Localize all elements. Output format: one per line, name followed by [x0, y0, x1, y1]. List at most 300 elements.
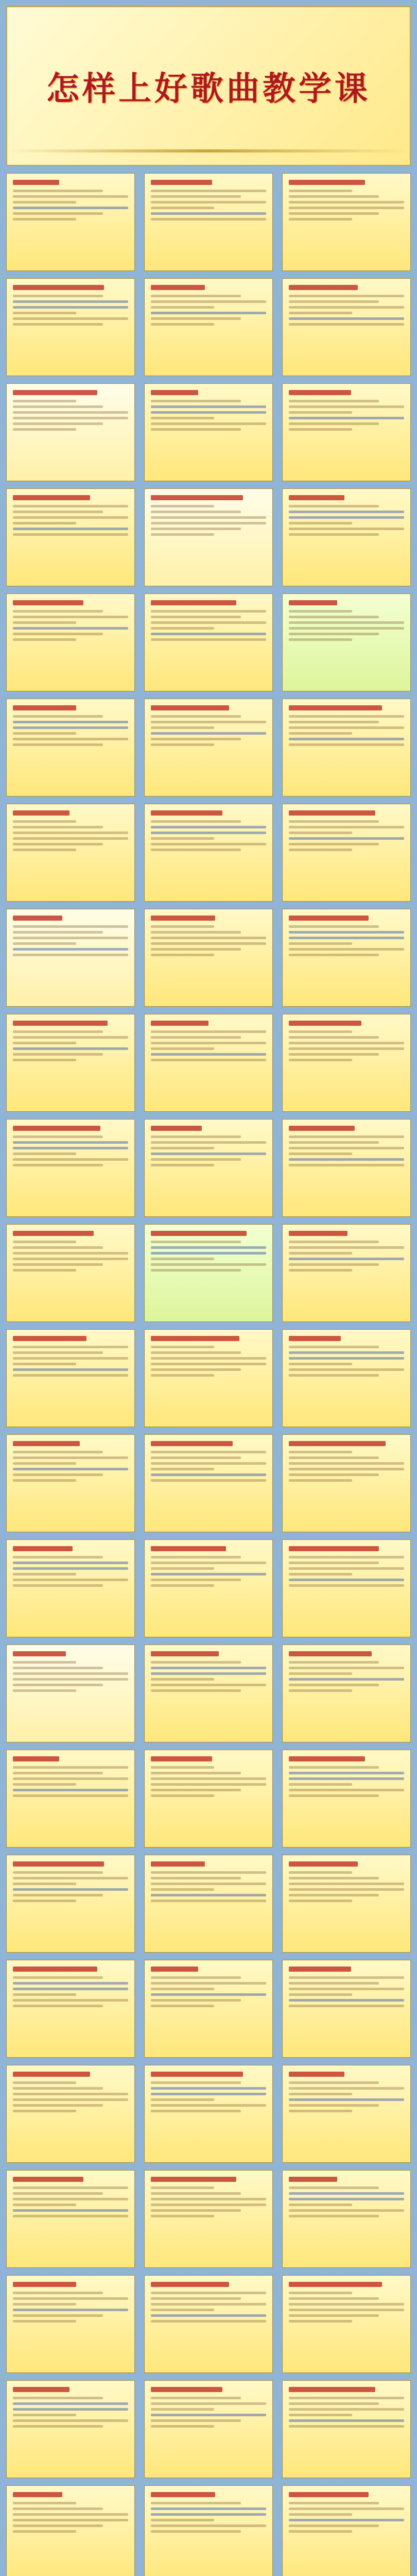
- slide-text-line: [13, 1993, 76, 1996]
- slide-text-line: [13, 2414, 76, 2416]
- slide-heading-bar: [289, 1756, 365, 1761]
- slide-heading-bar: [13, 1336, 86, 1341]
- slide-text-line: [13, 1053, 103, 1056]
- slide-text-line: [151, 1993, 266, 1996]
- slide-text-line: [13, 1562, 128, 1564]
- slide-text-line: [13, 201, 76, 204]
- slide-thumbnail: [144, 1014, 273, 1112]
- slide-heading-bar: [13, 1756, 59, 1761]
- slide-text-line: [151, 400, 241, 402]
- slide-text-line: [13, 1988, 128, 1990]
- slide-text-line: [13, 1556, 103, 1558]
- slide-text-line: [13, 1894, 103, 1896]
- slide-text-line: [151, 726, 214, 729]
- slide-thumbnail: [6, 2380, 135, 2478]
- slide-text-line: [289, 627, 404, 630]
- slide-text-line: [13, 2292, 103, 2294]
- slide-text-line: [13, 1462, 76, 1465]
- slide-text-line: [151, 195, 241, 198]
- slide-thumbnail: [144, 383, 273, 481]
- slide-heading-bar: [13, 390, 97, 395]
- slide-text-line: [289, 1053, 379, 1056]
- slide-text-line: [13, 633, 103, 635]
- slide-heading-bar: [13, 1126, 100, 1131]
- slide-text-line: [151, 201, 266, 204]
- slide-text-line: [289, 2402, 379, 2405]
- slide-text-line: [151, 2530, 241, 2533]
- slide-text-line: [151, 1900, 266, 1902]
- slide-text-line: [13, 1269, 76, 1272]
- slide-heading-bar: [289, 1441, 386, 1446]
- slide-heading-bar: [151, 390, 198, 395]
- slide-text-line: [13, 931, 103, 934]
- slide-text-line: [13, 627, 128, 630]
- slide-text-line: [13, 1783, 76, 1786]
- slide-text-line: [151, 2303, 266, 2306]
- slide-text-line: [289, 820, 379, 823]
- slide-thumbnail: [144, 1645, 273, 1742]
- slide-text-line: [13, 2530, 76, 2533]
- slide-heading-bar: [151, 705, 229, 710]
- slide-text-line: [151, 2320, 266, 2323]
- slide-text-line: [289, 2397, 404, 2399]
- slide-text-line: [13, 1567, 128, 1570]
- slide-text-line: [151, 732, 266, 735]
- slide-text-line: [289, 1368, 404, 1371]
- slide-text-line: [13, 1689, 76, 1692]
- slide-text-line: [289, 2204, 352, 2206]
- slide-text-line: [289, 610, 352, 613]
- slide-heading-bar: [13, 1967, 97, 1972]
- slide-text-line: [151, 931, 241, 934]
- slide-text-line: [13, 528, 128, 530]
- slide-text-line: [289, 516, 404, 519]
- slide-text-line: [289, 2104, 379, 2107]
- slide-text-line: [151, 1982, 266, 1985]
- slide-text-line: [289, 190, 352, 192]
- slide-text-line: [151, 1346, 214, 1348]
- slide-text-line: [289, 2314, 379, 2317]
- slide-text-line: [151, 826, 266, 828]
- slide-text-line: [13, 849, 76, 851]
- slide-text-line: [151, 516, 266, 519]
- slide-heading-bar: [13, 2492, 62, 2497]
- slide-text-line: [13, 1479, 76, 1482]
- slide-heading-bar: [13, 495, 90, 500]
- slide-text-line: [13, 1877, 128, 1879]
- slide-text-line: [151, 2192, 241, 2195]
- slide-text-line: [289, 1988, 404, 1990]
- slide-text-line: [151, 411, 266, 414]
- slide-text-line: [13, 417, 128, 419]
- slide-heading-bar: [289, 285, 358, 290]
- slide-thumbnail: [282, 2485, 411, 2576]
- slide-text-line: [151, 2402, 266, 2405]
- slide-heading-bar: [151, 180, 212, 185]
- slide-heading-bar: [13, 1546, 73, 1551]
- slide-text-line: [289, 2519, 404, 2521]
- slide-text-line: [13, 1158, 128, 1161]
- slide-text-line: [289, 1269, 352, 1272]
- slide-heading-bar: [13, 2177, 83, 2182]
- slide-heading-bar: [151, 1441, 233, 1446]
- slide-text-line: [13, 2093, 128, 2095]
- slide-text-line: [289, 295, 404, 297]
- slide-text-line: [13, 2098, 128, 2101]
- slide-heading-bar: [13, 600, 83, 605]
- slide-heading-bar: [151, 810, 222, 816]
- slide-heading-bar: [151, 1756, 212, 1761]
- slide-text-line: [151, 954, 214, 956]
- slide-text-line: [13, 1263, 103, 1266]
- slide-text-line: [289, 1883, 404, 1885]
- slide-heading-bar: [151, 1651, 219, 1656]
- slide-text-line: [13, 732, 76, 735]
- slide-thumbnail: [144, 1119, 273, 1217]
- slide-text-line: [13, 1468, 128, 1470]
- slide-heading-bar: [151, 1126, 202, 1131]
- slide-text-line: [151, 1579, 241, 1581]
- slide-text-line: [289, 1772, 404, 1774]
- slide-text-line: [289, 528, 404, 530]
- slide-text-line: [151, 511, 241, 513]
- slide-text-line: [151, 2425, 214, 2428]
- slide-text-line: [289, 323, 404, 326]
- slide-thumbnail: [282, 2275, 411, 2373]
- slide-text-line: [151, 2187, 214, 2189]
- slide-text-line: [289, 1573, 352, 1575]
- slide-text-line: [289, 400, 379, 402]
- slide-text-line: [151, 1789, 241, 1791]
- slide-thumbnail: [6, 2065, 135, 2163]
- slide-text-line: [151, 1053, 266, 1056]
- slide-text-line: [289, 2419, 404, 2422]
- slide-text-line: [151, 1059, 266, 1061]
- slide-text-line: [13, 820, 76, 823]
- slide-thumbnail: [144, 173, 273, 271]
- slide-text-line: [289, 1871, 352, 1874]
- slide-text-line: [13, 2192, 103, 2195]
- slide-text-line: [289, 2098, 404, 2101]
- slide-text-line: [151, 1363, 266, 1365]
- slide-text-line: [289, 1456, 379, 1459]
- slide-text-line: [151, 2209, 241, 2212]
- slide-text-line: [289, 306, 404, 309]
- slide-text-line: [13, 1584, 103, 1587]
- slide-text-line: [151, 405, 266, 408]
- slide-thumbnail: [282, 278, 411, 376]
- slide-thumbnail: [144, 1539, 273, 1637]
- slide-text-line: [13, 2397, 103, 2399]
- slide-heading-bar: [13, 285, 104, 290]
- slide-text-line: [151, 2104, 266, 2107]
- slide-text-line: [289, 843, 379, 845]
- slide-text-line: [13, 638, 76, 641]
- slide-text-line: [289, 1479, 352, 1482]
- slide-text-line: [151, 2081, 241, 2084]
- slide-text-line: [13, 1141, 128, 1144]
- slide-text-line: [289, 2192, 404, 2195]
- slide-text-line: [13, 2524, 103, 2527]
- slide-text-line: [151, 1689, 241, 1692]
- slide-thumbnail: [282, 1539, 411, 1637]
- slide-text-line: [13, 948, 128, 951]
- slide-text-line: [151, 1351, 241, 1354]
- slide-text-line: [289, 1141, 379, 1144]
- slide-text-line: [13, 306, 128, 309]
- slide-text-line: [289, 300, 379, 303]
- slide-text-line: [151, 190, 266, 192]
- slide-text-line: [13, 837, 128, 840]
- slide-text-line: [151, 218, 266, 221]
- slide-text-line: [13, 2303, 76, 2306]
- slide-text-line: [13, 1246, 103, 1249]
- slide-text-line: [289, 1999, 404, 2002]
- slide-text-line: [289, 2087, 404, 2090]
- slide-text-line: [289, 2507, 404, 2510]
- slide-text-line: [13, 2502, 76, 2504]
- slide-text-line: [13, 616, 128, 618]
- slide-thumbnail: [282, 2380, 411, 2478]
- slide-text-line: [151, 1263, 266, 1266]
- slide-text-line: [151, 300, 266, 303]
- slide-text-line: [289, 2187, 379, 2189]
- slide-thumbnail: [6, 909, 135, 1007]
- slide-text-line: [289, 948, 404, 951]
- slide-text-line: [151, 528, 241, 530]
- slide-thumbnail: [282, 1960, 411, 2058]
- slide-text-line: [13, 1871, 103, 1874]
- slide-text-line: [13, 218, 76, 221]
- slide-text-line: [289, 1672, 352, 1675]
- slide-text-line: [289, 2209, 404, 2212]
- slide-text-line: [151, 1783, 266, 1786]
- slide-text-line: [289, 849, 352, 851]
- slide-text-line: [151, 1136, 241, 1138]
- slide-text-line: [13, 738, 128, 740]
- slide-text-line: [151, 317, 241, 320]
- slide-text-line: [13, 2507, 103, 2510]
- slide-text-line: [289, 2110, 352, 2112]
- slide-text-line: [151, 1468, 214, 1470]
- slide-text-line: [13, 323, 103, 326]
- slide-text-line: [151, 621, 266, 624]
- slide-thumbnail: [144, 2275, 273, 2373]
- slide-text-line: [151, 1562, 266, 1564]
- slide-thumbnail: [6, 1329, 135, 1427]
- slide-thumbnail: [6, 383, 135, 481]
- slide-text-line: [289, 1042, 404, 1044]
- slide-text-line: [13, 937, 128, 939]
- slide-text-line: [151, 1883, 266, 1885]
- slide-text-line: [151, 1451, 266, 1453]
- slide-text-line: [13, 1059, 76, 1061]
- slide-text-line: [151, 2093, 266, 2095]
- slide-text-line: [151, 1988, 214, 1990]
- slide-text-line: [151, 2087, 266, 2090]
- slide-text-line: [151, 843, 266, 845]
- slide-text-line: [289, 1036, 379, 1039]
- slide-heading-bar: [289, 1021, 361, 1026]
- slide-text-line: [151, 820, 241, 823]
- slide-text-line: [289, 1976, 404, 1979]
- slide-thumbnail: [282, 909, 411, 1007]
- slide-text-line: [13, 2513, 128, 2516]
- slide-text-line: [13, 2104, 103, 2107]
- slide-text-line: [289, 1047, 404, 1050]
- slide-text-line: [289, 1777, 404, 1780]
- slide-text-line: [13, 1451, 103, 1453]
- slide-thumbnail: [6, 1434, 135, 1532]
- slide-text-line: [13, 1772, 103, 1774]
- slide-text-line: [151, 1462, 266, 1465]
- slide-thumbnail: [6, 699, 135, 796]
- slide-text-line: [13, 2408, 128, 2411]
- slide-text-line: [13, 832, 128, 834]
- slide-text-line: [151, 505, 214, 507]
- slide-text-line: [13, 1794, 128, 1797]
- slide-text-line: [151, 616, 241, 618]
- slide-thumbnail: [144, 2485, 273, 2576]
- slide-text-line: [289, 1351, 404, 1354]
- slide-heading-bar: [151, 1231, 247, 1236]
- slide-text-line: [13, 1982, 128, 1985]
- slide-text-line: [289, 2414, 352, 2416]
- slide-text-line: [151, 2314, 266, 2317]
- slide-text-line: [151, 743, 214, 746]
- slide-text-line: [13, 522, 76, 524]
- slide-text-line: [13, 2320, 76, 2323]
- slide-heading-bar: [289, 180, 365, 185]
- slide-thumbnail: [144, 1750, 273, 1848]
- slide-text-line: [13, 511, 103, 513]
- slide-text-line: [151, 1042, 266, 1044]
- slide-text-line: [151, 832, 266, 834]
- slide-heading-bar: [289, 2282, 382, 2287]
- slide-text-line: [289, 937, 404, 939]
- slide-heading-bar: [151, 600, 236, 605]
- slide-text-line: [13, 610, 103, 613]
- slide-text-line: [151, 1684, 266, 1686]
- slide-text-line: [289, 942, 352, 945]
- slide-text-line: [151, 1794, 214, 1797]
- slide-heading-bar: [289, 2387, 375, 2392]
- slide-text-line: [13, 843, 103, 845]
- slide-thumbnail: [282, 1329, 411, 1427]
- slide-text-line: [151, 2110, 241, 2112]
- slide-heading-bar: [289, 2072, 344, 2077]
- slide-text-line: [13, 1678, 128, 1681]
- slide-thumbnail: [282, 1645, 411, 1742]
- slide-heading-bar: [289, 2492, 369, 2497]
- slide-text-line: [151, 721, 266, 723]
- slide-text-line: [289, 1246, 404, 1249]
- slide-thumbnail: [282, 488, 411, 586]
- slide-text-line: [289, 837, 404, 840]
- slide-text-line: [289, 1794, 379, 1797]
- slide-text-line: [13, 1368, 128, 1371]
- slide-text-line: [151, 323, 214, 326]
- slide-text-line: [151, 1047, 214, 1050]
- slide-text-line: [13, 1579, 128, 1581]
- slide-heading-bar: [13, 1021, 108, 1026]
- slide-text-line: [289, 1556, 404, 1558]
- slide-text-line: [13, 1573, 76, 1575]
- slide-text-line: [13, 2309, 128, 2311]
- slide-text-line: [289, 738, 404, 740]
- slide-thumbnail: [6, 1119, 135, 1217]
- slide-text-line: [289, 422, 379, 425]
- slide-text-line: [289, 1451, 352, 1453]
- slide-text-line: [151, 1678, 214, 1681]
- slide-text-line: [151, 2524, 266, 2527]
- slide-text-line: [289, 201, 404, 204]
- slide-thumbnail: [282, 1119, 411, 1217]
- slide-text-line: [289, 405, 404, 408]
- slide-text-line: [13, 954, 128, 956]
- slide-thumbnail: [282, 1434, 411, 1532]
- slide-heading-bar: [151, 285, 205, 290]
- slide-text-line: [151, 1246, 266, 1249]
- slide-text-line: [13, 1777, 128, 1780]
- slide-text-line: [289, 2408, 404, 2411]
- slide-text-line: [13, 2402, 128, 2405]
- slide-text-line: [13, 190, 103, 192]
- slide-text-line: [13, 1042, 76, 1044]
- slide-text-line: [289, 2425, 404, 2428]
- slide-text-line: [13, 1147, 128, 1149]
- slide-text-line: [13, 195, 128, 198]
- slide-heading-bar: [289, 810, 375, 816]
- slide-text-line: [13, 1047, 128, 1050]
- slide-text-line: [13, 1351, 103, 1354]
- slide-text-line: [289, 2524, 379, 2527]
- slide-thumbnail: [144, 1329, 273, 1427]
- slide-text-line: [151, 1357, 266, 1360]
- slide-heading-bar: [13, 810, 70, 816]
- slide-thumbnail: [144, 909, 273, 1007]
- slide-text-line: [289, 616, 379, 618]
- slide-text-line: [151, 610, 266, 613]
- slide-heading-bar: [289, 1231, 348, 1236]
- slide-text-line: [289, 1579, 404, 1581]
- slide-text-line: [151, 1667, 266, 1669]
- slide-text-line: [13, 1252, 128, 1255]
- slide-text-line: [151, 2198, 266, 2200]
- slide-text-line: [13, 2215, 128, 2217]
- slide-text-line: [13, 1374, 128, 1377]
- slide-text-line: [289, 2320, 352, 2323]
- slide-text-line: [13, 826, 103, 828]
- slide-text-line: [13, 1999, 128, 2002]
- slide-text-line: [289, 633, 379, 635]
- slide-text-line: [13, 1789, 128, 1791]
- slide-heading-bar: [289, 1546, 379, 1551]
- slide-text-line: [289, 207, 404, 209]
- slide-text-line: [151, 1661, 241, 1664]
- slide-heading-bar: [13, 1861, 104, 1867]
- slide-text-line: [289, 2215, 379, 2217]
- slide-text-line: [13, 312, 76, 314]
- slide-text-line: [289, 1263, 379, 1266]
- slide-text-line: [13, 726, 128, 729]
- slide-text-line: [289, 2530, 352, 2533]
- slide-text-line: [289, 621, 404, 624]
- slide-text-line: [151, 2408, 214, 2411]
- slide-text-line: [13, 925, 128, 928]
- slide-text-line: [151, 1888, 214, 1891]
- slide-text-line: [151, 1153, 266, 1155]
